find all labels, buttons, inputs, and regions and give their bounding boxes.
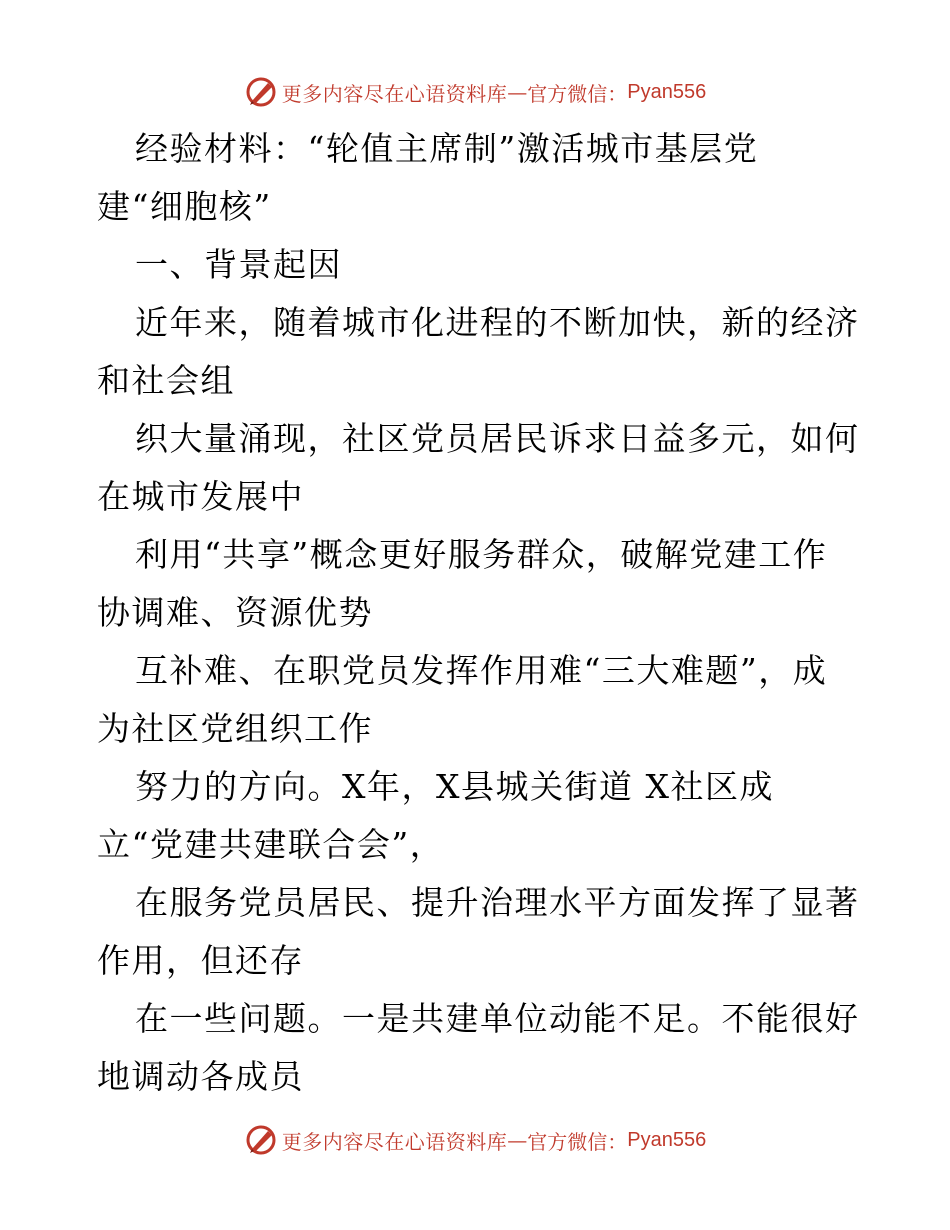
paragraph-line: 织大量涌现，社区党员居民诉求日益多元，如何 (135, 419, 860, 458)
paragraph-line: 在服务党员居民、提升治理水平方面发挥了显著 (135, 883, 860, 922)
document-body (97, 120, 860, 1106)
footer-watermark (0, 1120, 950, 1160)
paragraph-line: 互补难、在职党员发挥作用难“三大难题”，成 (135, 651, 828, 690)
paragraph-line: 为社区党组织工作 (97, 709, 373, 748)
paragraph-line: 立“党建共建联合会”， (97, 825, 445, 864)
pen-logo-icon (244, 1123, 278, 1157)
paragraph-line: 在一些问题。一是共建单位动能不足。不能很好 (135, 999, 860, 1038)
paragraph-line: 作用，但还存 (97, 941, 304, 980)
paragraph-line: 近年来，随着城市化进程的不断加快，新的经济 (135, 303, 860, 342)
document-title-line-1: 经验材料：“轮值主席制”激活城市基层党 (135, 129, 759, 168)
document-title-line-2: 建“细胞核” (97, 187, 272, 226)
header-watermark (0, 72, 950, 112)
paragraph-line: 在城市发展中 (97, 477, 304, 516)
pen-logo-icon (244, 75, 278, 109)
paragraph-line: 协调难、资源优势 (97, 593, 373, 632)
paragraph-line: 和社会组 (97, 361, 235, 400)
paragraph-line: 地调动各成员 (97, 1057, 304, 1096)
watermark-wechat-label: 官方微信： (527, 1129, 628, 1154)
paragraph-line: 努力的方向。X年，X县城关街道 X社区成 (135, 767, 774, 806)
paragraph-line: 利用“共享”概念更好服务群众，破解党建工作 (135, 535, 828, 574)
watermark-text: 更多内容尽在心语资料库 (281, 81, 508, 106)
section-heading: 一、背景起因 (135, 245, 342, 284)
watermark-wechat-label: 官方微信： (527, 81, 628, 106)
watermark-text: 更多内容尽在心语资料库 (281, 1129, 508, 1154)
watermark-dash: — (507, 80, 528, 104)
watermark-dash: — (507, 1128, 528, 1152)
watermark-wechat-id: Pyan556 (627, 80, 707, 103)
watermark-wechat-id: Pyan556 (627, 1128, 707, 1151)
